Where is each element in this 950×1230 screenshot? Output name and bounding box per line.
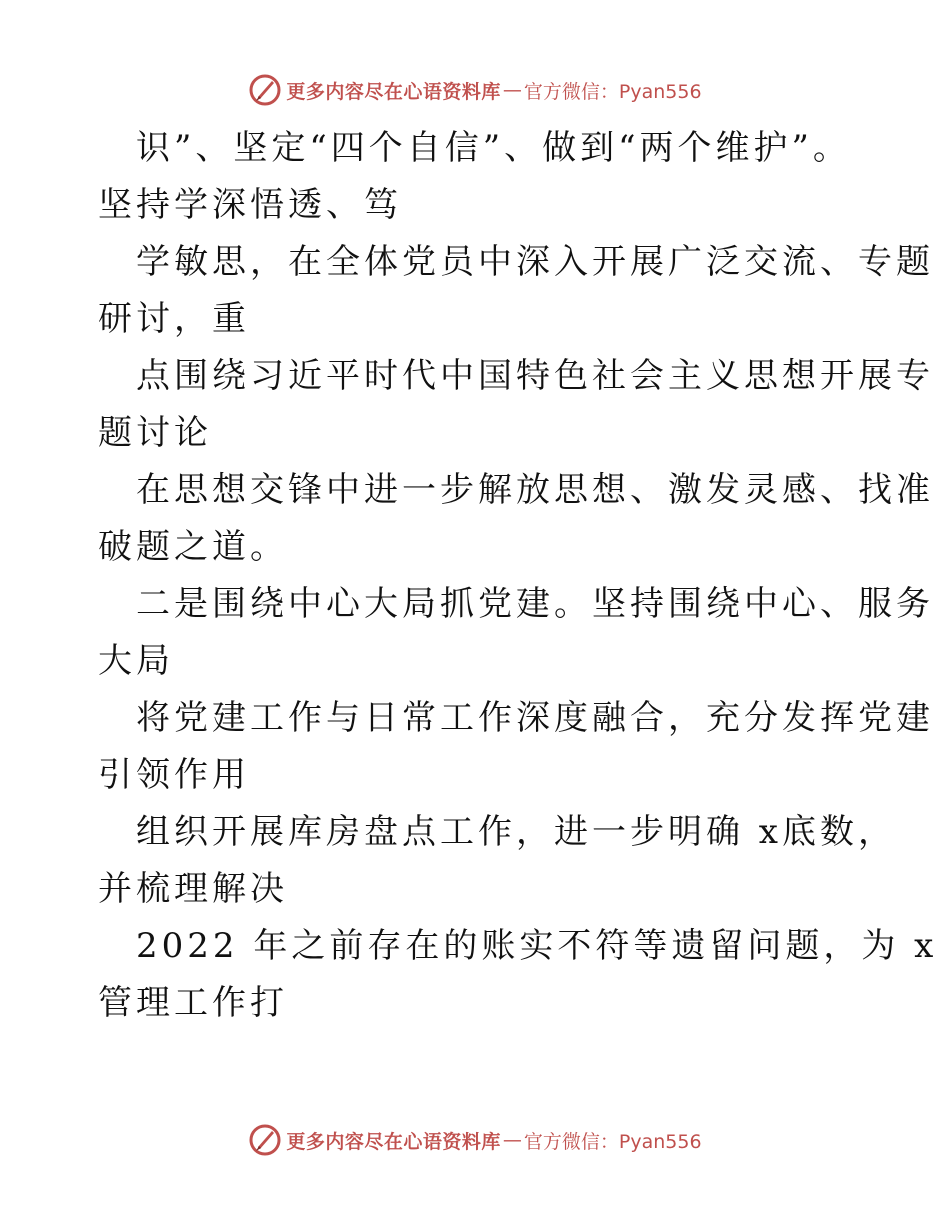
paragraph-line: 引领作用 bbox=[98, 755, 250, 795]
footer-banner-dash: — bbox=[502, 1129, 522, 1151]
footer-banner-title: 更多内容尽在心语资料库 bbox=[286, 1130, 501, 1153]
quill-pen-logo-icon bbox=[248, 73, 282, 107]
paragraph-line: 坚持学深悟透、笃 bbox=[98, 185, 402, 225]
header-banner bbox=[0, 70, 950, 110]
paragraph-line: 识”、坚定“四个自信”、做到“两个维护”。 bbox=[136, 128, 851, 168]
paragraph-line: 将党建工作与日常工作深度融合，充分发挥党建 bbox=[136, 698, 934, 738]
footer-banner-wechat: 官方微信：Pyan556 bbox=[523, 1130, 702, 1153]
paragraph-line: 研讨，重 bbox=[98, 299, 250, 339]
paragraph-line: 点围绕习近平时代中国特色社会主义思想开展专 bbox=[136, 356, 934, 396]
quill-pen-logo-icon bbox=[248, 1123, 282, 1157]
paragraph-line: 大局 bbox=[98, 641, 174, 681]
paragraph-line: 破题之道。 bbox=[98, 527, 288, 567]
footer-banner bbox=[0, 1120, 950, 1160]
header-banner-dash: — bbox=[502, 79, 522, 101]
header-banner-wechat: 官方微信：Pyan556 bbox=[523, 80, 702, 103]
paragraph-line: 题讨论 bbox=[98, 413, 212, 453]
paragraph-line: 并梳理解决 bbox=[98, 869, 288, 909]
paragraph-line: 学敏思，在全体党员中深入开展广泛交流、专题 bbox=[136, 242, 934, 282]
document-body bbox=[98, 120, 938, 1032]
paragraph-line: 二是围绕中心大局抓党建。坚持围绕中心、服务 bbox=[136, 584, 934, 624]
paragraph-line: 组织开展库房盘点工作，进一步明确 x底数， bbox=[136, 812, 896, 852]
paragraph-line: 在思想交锋中进一步解放思想、激发灵感、找准 bbox=[136, 470, 934, 510]
header-banner-title: 更多内容尽在心语资料库 bbox=[286, 80, 501, 103]
paragraph-line: 2022 年之前存在的账实不符等遗留问题，为 x bbox=[136, 926, 938, 966]
paragraph-line: 管理工作打 bbox=[98, 983, 288, 1023]
